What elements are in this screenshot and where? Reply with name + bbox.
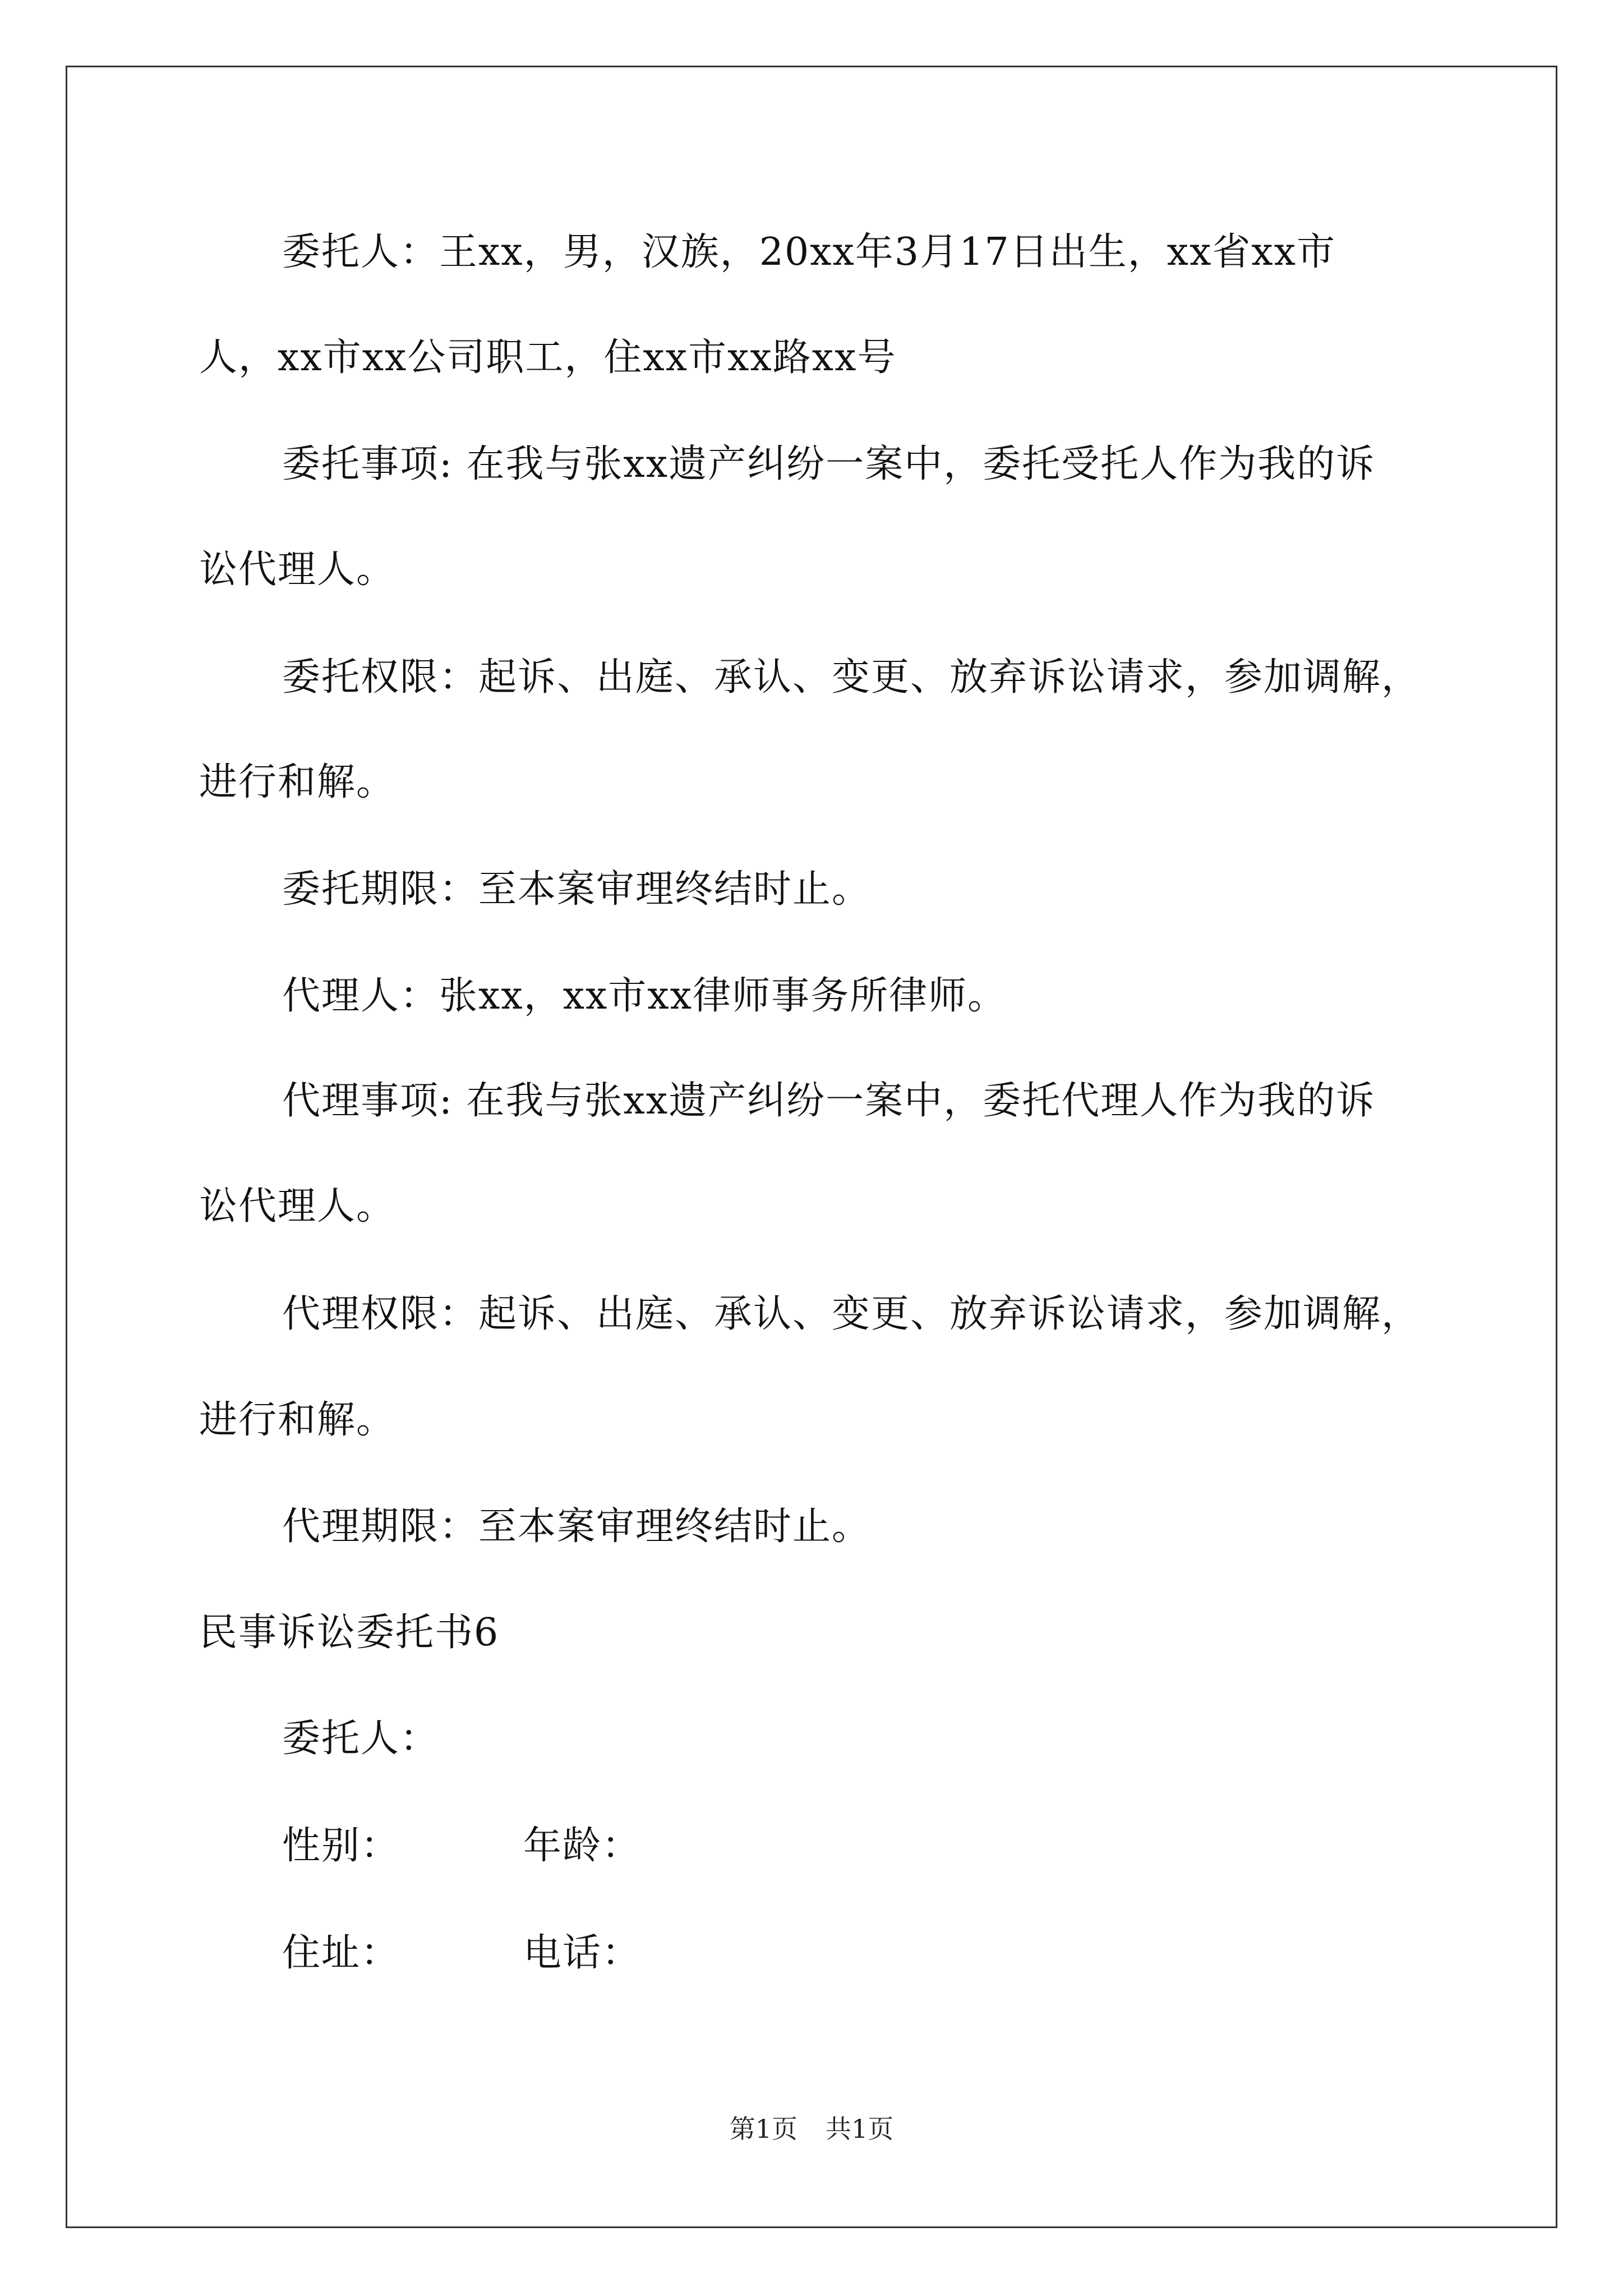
paragraph-line: 进行和解。 (199, 760, 396, 804)
gender-label: 性别： (282, 1824, 400, 1868)
page-footer (0, 2112, 1623, 2146)
paragraph-line: 委托人：王xx，男，汉族，20xx年3月17日出生，xx省xx市 (282, 230, 1336, 274)
paragraph-line: 讼代理人。 (199, 547, 396, 592)
page-border (66, 66, 1557, 2228)
paragraph-line: 进行和解。 (199, 1398, 396, 1442)
address-label: 住址： (282, 1931, 400, 1975)
address-phone-row (282, 1928, 641, 1978)
paragraph-line: 代理期限：至本案审理终结时止。 (282, 1504, 872, 1549)
page-total: 共1页 (826, 2114, 894, 2144)
section-title: 民事诉讼委托书6 (199, 1611, 500, 1655)
phone-label: 电话： (523, 1931, 642, 1975)
paragraph-line: 委托事项: 在我与张xx遗产纠纷一案中，委托受托人作为我的诉 (282, 442, 1376, 486)
page-current: 第1页 (729, 2114, 797, 2144)
gender-age-row (282, 1821, 641, 1871)
age-label: 年龄： (523, 1824, 642, 1868)
paragraph-line: 人，xx市xx公司职工，住xx市xx路xx号 (199, 335, 897, 380)
paragraph-line: 委托权限：起诉、出庭、承认、变更、放弃诉讼请求，参加调解， (282, 655, 1421, 700)
paragraph-line: 代理事项: 在我与张xx遗产纠纷一案中，委托代理人作为我的诉 (282, 1079, 1376, 1123)
principal-label: 委托人： (282, 1717, 440, 1761)
paragraph-line: 委托期限：至本案审理终结时止。 (282, 867, 872, 912)
paragraph-line: 讼代理人。 (199, 1184, 396, 1228)
paragraph-line: 代理人：张xx，xx市xx律师事务所律师。 (282, 974, 1007, 1018)
paragraph-line: 代理权限：起诉、出庭、承认、变更、放弃诉讼请求，参加调解， (282, 1292, 1421, 1336)
